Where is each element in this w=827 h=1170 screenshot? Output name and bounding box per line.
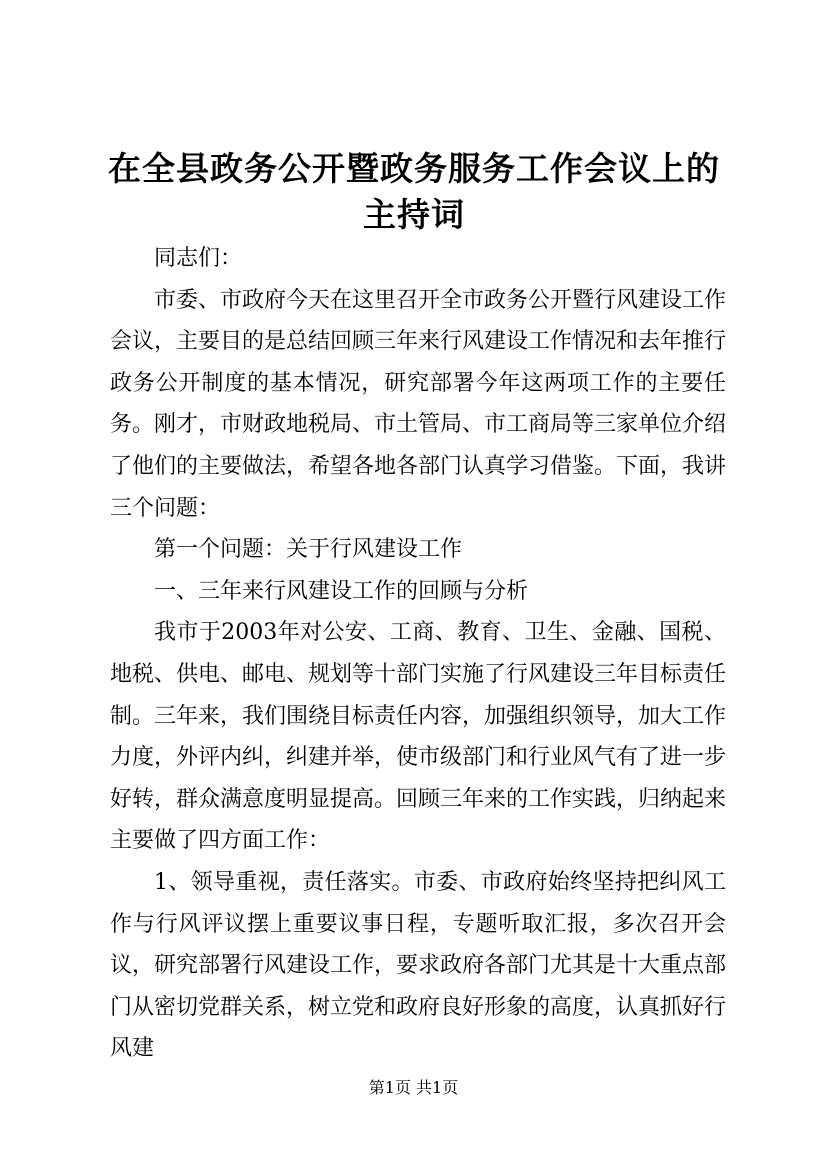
paragraph-intro: 市委、市政府今天在这里召开全市政务公开暨行风建设工作会议，主要目的是总结回顾三年来行风建设工作情况和去年推行政务公开制度的基本情况，研究部署今年这两项工作的主要任务。刚才，市财政地税局、市土管局、市工商局等三家单位介绍了他们的主要做法，希望各地各部门认真学习借鉴。下面，我讲三个问题：	[110, 287, 727, 521]
paragraph-section-heading: 第一个问题：关于行风建设工作	[154, 537, 463, 563]
paragraph-subheading: 一、三年来行风建设工作的回顾与分析	[154, 578, 529, 604]
document-title: 在全县政务公开暨政务服务工作会议上的主持词	[108, 149, 720, 234]
paragraph-review: 我市于2003年对公安、工商、教育、卫生、金融、国税、地税、供电、邮电、规划等十部门实施了行风建设三年目标责任制。三年来，我们围绕目标责任内容，加强组织领导，加大工作力度，外评内纠，纠建并举，使市级部门和行业风气有了进一步好转，群众满意度明显提高。回顾三年来的工作实践，归纳起来主要做了四方面工作：	[110, 620, 727, 854]
paragraph-salutation: 同志们：	[154, 246, 243, 271]
page-footer: 第1页 共1页	[368, 1078, 459, 1097]
paragraph-point-1: 1、领导重视，责任落实。市委、市政府始终坚持把纠风工作与行风评议摆上重要议事日程，专题听取汇报，多次召开会议，研究部署行风建设工作，要求政府各部门尤其是十大重点部门从密切党群关系，树立党和政府良好形象的高度，认真抓好行风建	[110, 869, 727, 1062]
document-body	[110, 238, 726, 1070]
